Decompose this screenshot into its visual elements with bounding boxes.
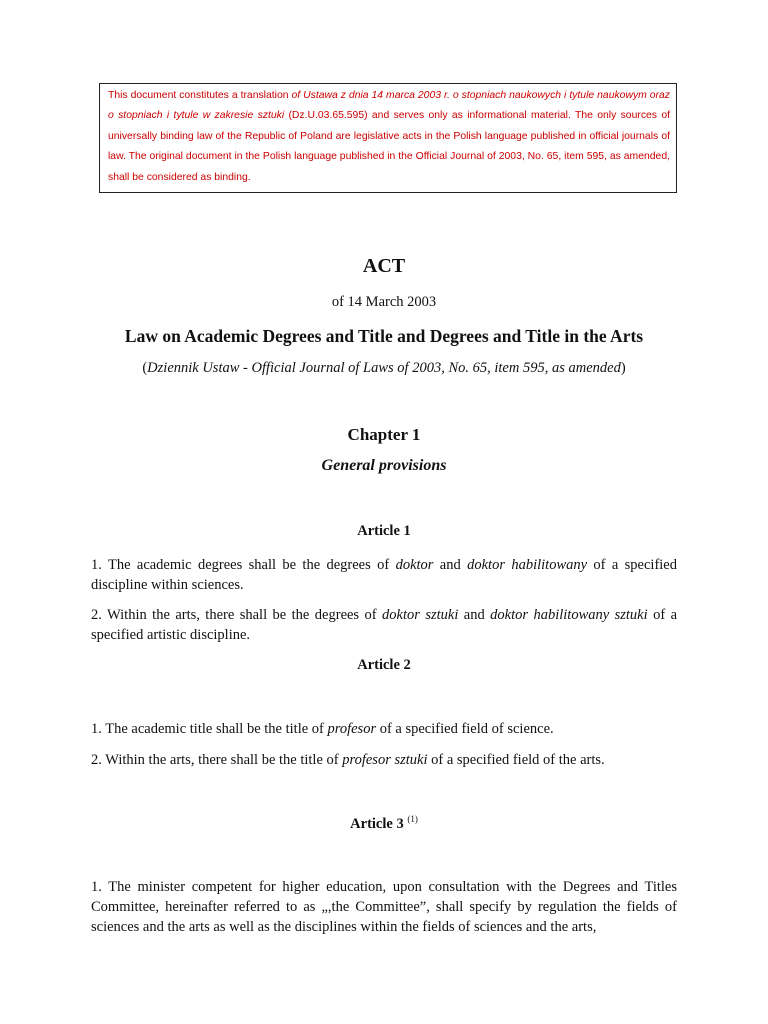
disclaimer-text-2: (Dz.U.03.65.595) and serves only as informational material. The only sources of universally binding law of the Republic of Poland are legislative acts in the Polish language published in official journals of law. The original document in the Polish language published in the Official Journal of 2003, No. 65, item 595, as amended, shall be considered as binding. xyxy=(108,110,670,183)
text: 1. The academic title shall be the title of xyxy=(91,721,328,737)
chapter-title: Chapter 1 xyxy=(347,425,421,444)
article-2-paragraph-2 xyxy=(91,750,677,770)
disclaimer-text-1: This document constitutes a translation xyxy=(108,90,292,101)
text: of a specified artistic discipline. xyxy=(91,607,678,643)
act-title: ACT xyxy=(362,255,406,277)
act-date: of 14 March 2003 xyxy=(331,294,437,310)
text: 2. Within the arts, there shall be the degrees of xyxy=(91,607,383,623)
translation-disclaimer-box xyxy=(99,83,677,193)
act-name: Law on Academic Degrees and Title and Degrees and Title in the Arts xyxy=(124,326,644,346)
text: 1. The academic degrees shall be the degrees of xyxy=(91,557,396,573)
act-journal-reference xyxy=(0,360,768,377)
chapter-subtitle: General provisions xyxy=(321,457,447,474)
text: of a specified field of the arts. xyxy=(427,752,605,768)
journal-open-paren: ( xyxy=(142,360,148,376)
heading-text: Article 3 xyxy=(350,816,408,832)
article-1-paragraph-2 xyxy=(91,605,677,645)
text: 2. Within the arts, there shall be the title of xyxy=(91,752,343,768)
term: doktor sztuki xyxy=(382,607,459,623)
term: doktor xyxy=(395,557,434,573)
term: doktor habilitowany xyxy=(467,557,588,573)
article-3-paragraph-1: 1. The minister competent for higher education, upon consultation with the Degrees and Titles Committee, hereinafter referred to as „,the Committee”, shall specify by regulation the fields of sciences and the arts as well as the disciplines within the fields of sciences and the arts, xyxy=(91,879,677,935)
term: doktor habilitowany sztuki xyxy=(490,607,648,623)
article-1-heading: Article 1 xyxy=(357,523,411,539)
text: and xyxy=(458,607,491,623)
text: of a specified discipline within sciences. xyxy=(91,557,677,593)
article-3-heading xyxy=(0,814,768,833)
article-1-paragraph-1 xyxy=(91,555,677,595)
disclaimer-polish-title: of Ustawa z dnia 14 marca 2003 r. o stopniach naukowych i tytule naukowym oraz o stopniach i tytule w zakresie sztuki xyxy=(108,90,670,122)
text: of a specified field of science. xyxy=(376,721,554,737)
text: and xyxy=(433,557,468,573)
footnote-marker[interactable]: (1) xyxy=(407,814,418,824)
journal-text: Dziennik Ustaw - Official Journal of Laws of 2003, No. 65, item 595, as amended xyxy=(147,360,621,376)
article-2-heading: Article 2 xyxy=(357,657,411,673)
term: profesor xyxy=(327,721,377,737)
term: profesor sztuki xyxy=(342,752,428,768)
article-2-paragraph-1 xyxy=(91,719,677,739)
journal-close-paren: ) xyxy=(620,360,626,376)
